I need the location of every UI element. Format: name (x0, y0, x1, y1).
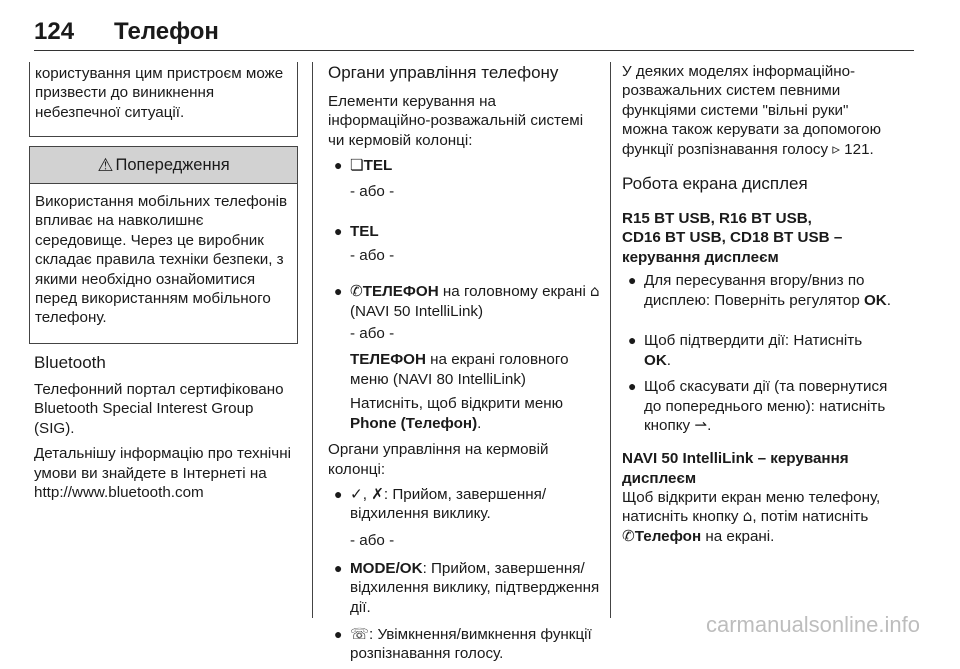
bluetooth-paragraph-2: Детальнішу інформацію про технічні умови ви знайдете в Інтернеті на http://www.bluetooth.com (34, 445, 291, 502)
phone-controls-intro: Елементи керування на інформаційно-розважальній системі чи кермовій колонці: (328, 93, 584, 149)
list-item: ● ✓, ✗: Прийом, завершення/ відхилення виклику. (334, 485, 547, 523)
bluetooth-paragraph-1: Телефонний портал сертифіковано Bluetooth Special Interest Group (SIG). (34, 381, 284, 437)
or-separator: - або - (350, 532, 395, 550)
tel-key: TEL (363, 157, 393, 175)
phone-handset-icon: ✆ (622, 526, 635, 545)
bluetooth-section (34, 352, 296, 502)
pickup-icon: ✓ (350, 485, 363, 504)
list-item: ● ☏: Увімкнення/вимкнення функції розпізнавання голосу. (334, 625, 592, 663)
list-item: ● Щоб підтвердити дії: Натисніть OK. (628, 332, 863, 369)
top-note-text: користування цим пристроєм може призвести до виникнення небезпечної ситуації. (35, 65, 284, 121)
bullet: ● (334, 283, 343, 300)
list-item-continued: ТЕЛЕФОН на екрані головного меню (NAVI 80 IntelliLink) (350, 351, 569, 388)
bullet: ● (628, 272, 637, 289)
list-item: ● MODE/OK: Прийом, завершення/відхилення виклику, підтвердження дії. (334, 560, 600, 616)
warning-box (29, 146, 298, 344)
display-section (622, 62, 892, 546)
bullet: ● (628, 378, 637, 395)
steering-intro: Органи управління на кермовій колонці: (328, 441, 549, 478)
navi50-paragraph: Щоб відкрити екран меню телефону, натисніть кнопку ⌂, потім натисніть ✆Телефон на екрані. (622, 489, 881, 545)
phone-controls-section (328, 62, 602, 669)
warning-triangle-icon: ⚠ (97, 154, 114, 176)
list-item-continued: Натисніть, щоб відкрити меню Phone (Телефон). (350, 395, 564, 432)
warning-header (30, 147, 297, 184)
list-item: ● ✆ТЕЛЕФОН на головному екрані ⌂ (NAVI 50 IntelliLink) (334, 282, 600, 320)
bullet: ● (334, 157, 343, 174)
home-icon: ⌂ (590, 282, 600, 301)
top-note-box (29, 62, 298, 137)
list-item: ● Для пересування вгору/вниз по дисплею: Поверніть регулятор OK. (628, 272, 891, 309)
home-icon: ⌂ (742, 507, 753, 526)
phone-controls-heading: Органи управління телефону (328, 63, 559, 82)
bullet: ● (334, 223, 343, 240)
bullet: ● (628, 332, 637, 349)
warning-title: Попередження (115, 155, 230, 174)
bullet: ● (334, 626, 343, 643)
bluetooth-heading: Bluetooth (34, 353, 106, 372)
column-divider-2 (610, 62, 611, 618)
page-number: 124 (34, 18, 75, 45)
bullet: ● (334, 560, 343, 577)
or-separator: - або - (350, 183, 395, 201)
or-separator: - або - (350, 325, 395, 343)
display-heading: Робота екрана дисплея (622, 174, 808, 194)
list-item: ● Щоб скасувати дії (та повернутися до попереднього меню): натисніть кнопку ⇀. (628, 378, 888, 435)
header-rule (34, 50, 914, 51)
subheading-r15: R15 BT USB, R16 BT USB, CD16 BT USB, CD18 BT USB – керування дисплеєм (622, 210, 843, 266)
warning-body: Використання мобільних телефонів впливає на навколишнє середовище. Через це виробник складає правила техніки безпеки, з якими необхідно ознайомитися перед використанням мобільного телефону. (35, 193, 288, 327)
subheading-navi50: NAVI 50 IntelliLink – керування дисплеєм (622, 450, 849, 487)
column-divider-1 (312, 62, 313, 618)
back-arrow-icon: ⇀ (694, 416, 708, 435)
phone-handset-icon: ✆ (350, 282, 363, 301)
voice-paragraph: У деяких моделях інформаційно-розважальних систем певними функціями системи "вільні руки" можна також керувати за допомогою функції розпізнавання голосу ▹ 121. (622, 63, 881, 158)
page-ref-icon: ▹ (832, 139, 840, 158)
voice-icon: ☏ (350, 625, 369, 644)
watermark: carmanualsonline.info (705, 612, 920, 637)
page-title: Телефон (114, 18, 219, 45)
or-separator: - або - (350, 247, 395, 265)
tel-key: TEL (350, 223, 379, 241)
page-header (34, 18, 914, 50)
phone-screen-icon: ❏ (350, 156, 364, 175)
hangup-icon: ✗ (371, 485, 384, 504)
bullet: ● (334, 486, 343, 503)
